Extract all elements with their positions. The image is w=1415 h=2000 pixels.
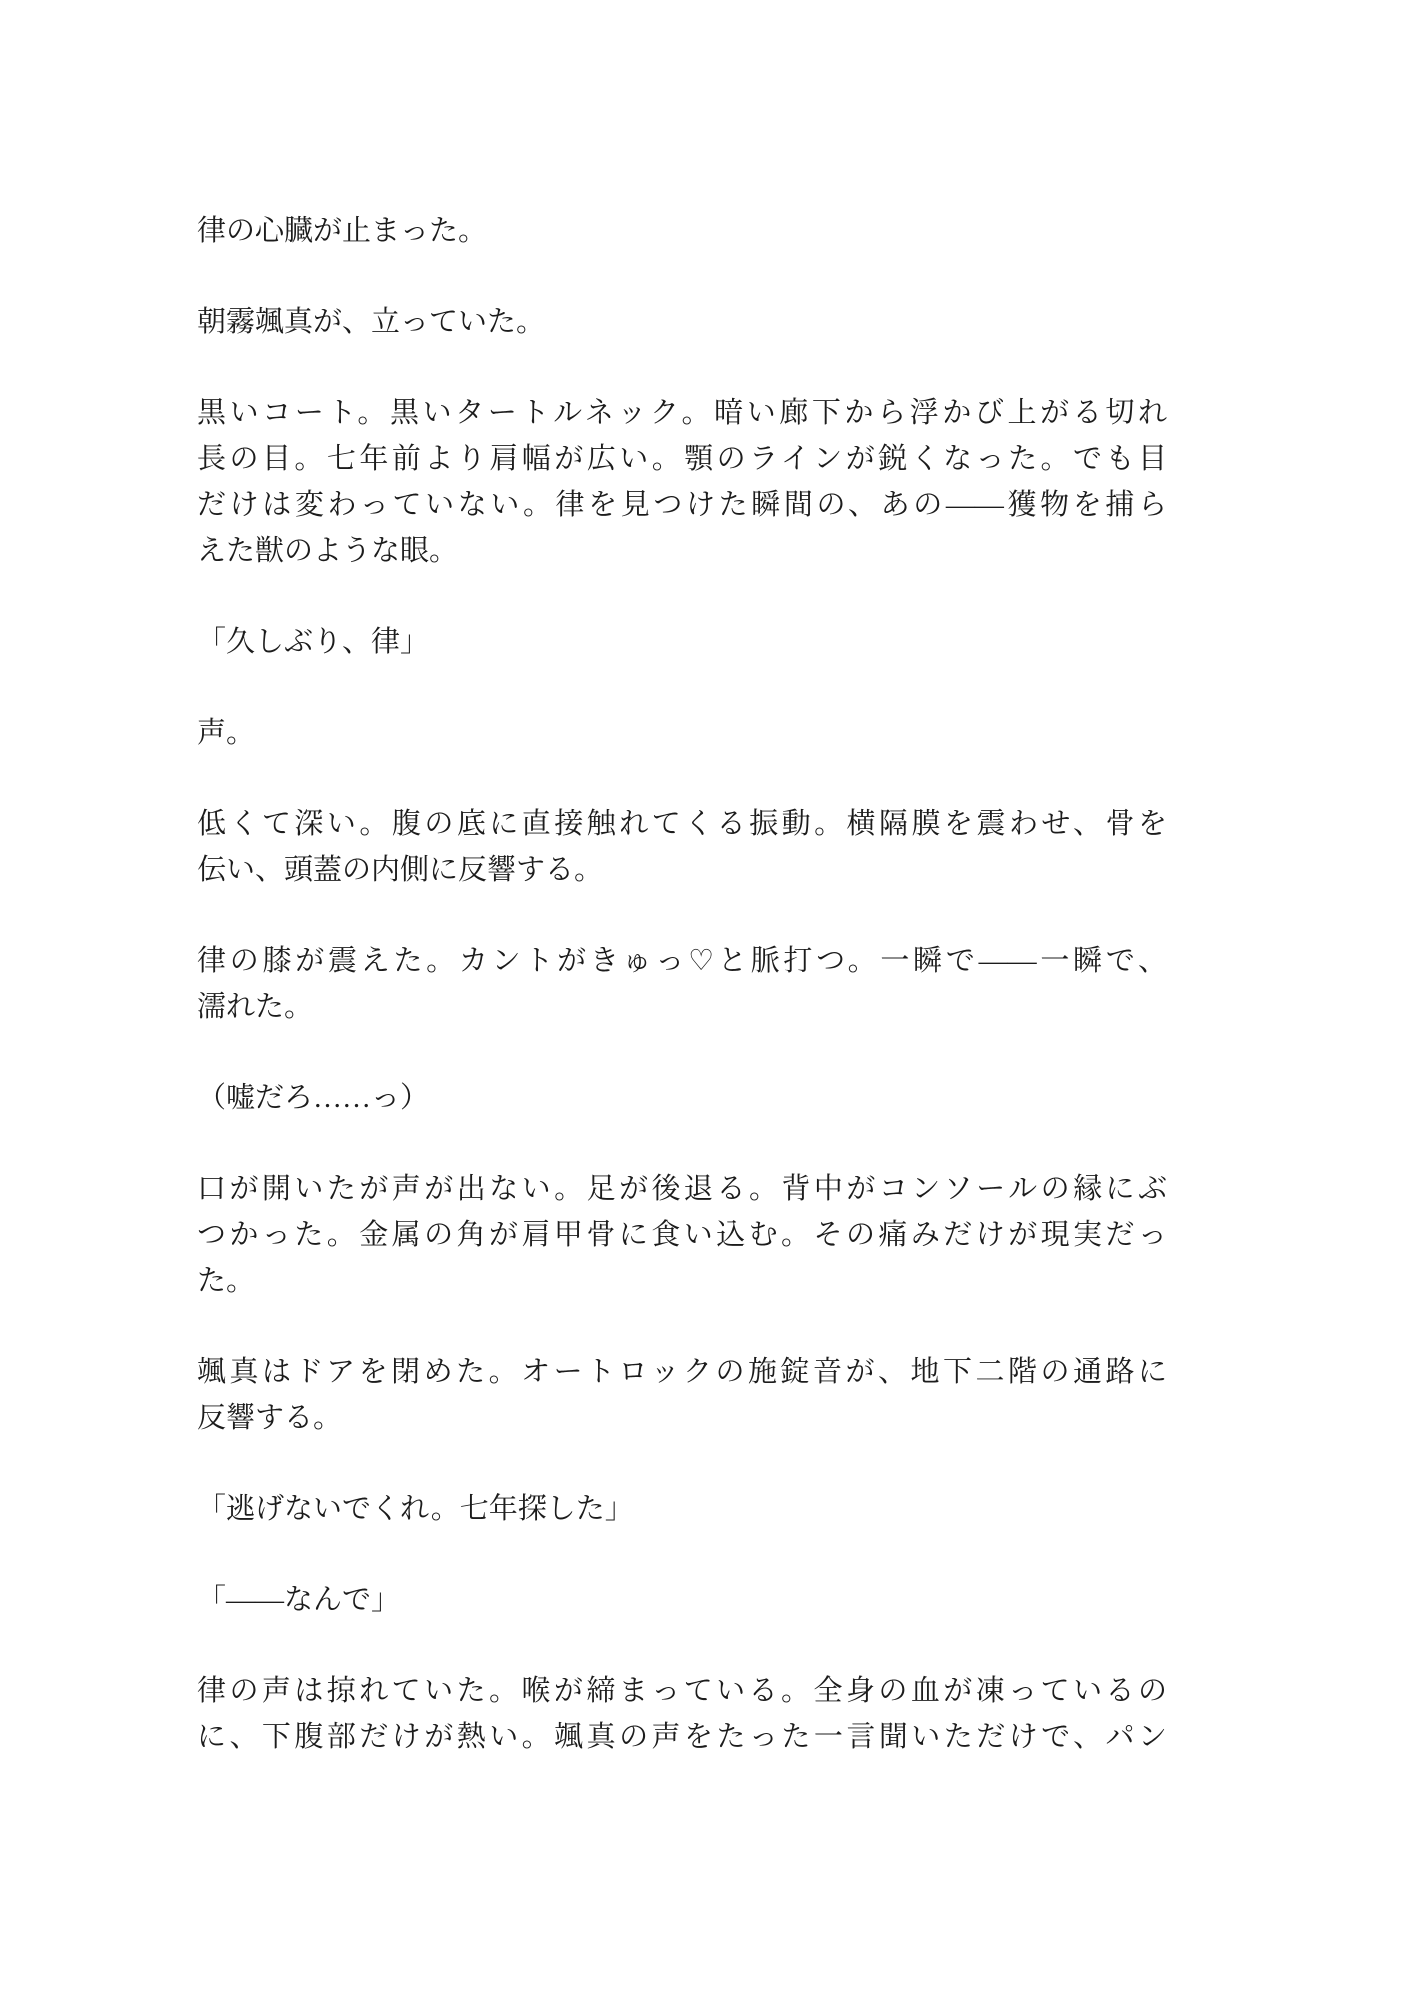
text-line: 長の目。七年前より肩幅が広い。顎のラインが鋭くなった。でも目 <box>197 443 1167 475</box>
text-line: た。 <box>197 1265 256 1297</box>
paragraph <box>197 1486 1167 1532</box>
text-line: 低くて深い。腹の底に直接触れてくる振動。横隔膜を震わせ、骨を <box>197 808 1167 840</box>
paragraph <box>197 299 1167 345</box>
text-line: 律の声は掠れていた。喉が締まっている。全身の血が凍っているの <box>197 1675 1167 1707</box>
text-line: 「久しぶり、律」 <box>197 626 430 658</box>
paragraph <box>197 710 1167 756</box>
text-line: 黒いコート。黒いタートルネック。暗い廊下から浮かび上がる切れ <box>197 397 1167 429</box>
paragraph <box>197 1075 1167 1121</box>
paragraph <box>197 208 1167 254</box>
text-line: 声。 <box>197 717 256 749</box>
paragraph <box>197 801 1167 893</box>
document-text <box>197 208 1167 1805</box>
text-line: 律の膝が震えた。カントがきゅっ♡と脈打つ。一瞬で——一瞬で、 <box>197 945 1167 977</box>
paragraph <box>197 1668 1167 1760</box>
paragraph <box>197 390 1167 574</box>
text-line: だけは変わっていない。律を見つけた瞬間の、あの——獲物を捕ら <box>197 489 1167 521</box>
text-line: 「逃げないでくれ。七年探した」 <box>197 1493 634 1525</box>
text-line: 口が開いたが声が出ない。足が後退る。背中がコンソールの縁にぶ <box>197 1173 1167 1205</box>
paragraph <box>197 1577 1167 1623</box>
text-line: 颯真はドアを閉めた。オートロックの施錠音が、地下二階の通路に <box>197 1356 1167 1388</box>
text-line: 「——なんで」 <box>197 1584 401 1616</box>
paragraph <box>197 938 1167 1030</box>
text-line: 濡れた。 <box>197 991 314 1023</box>
text-line: 律の心臓が止まった。 <box>197 215 488 247</box>
paragraph <box>197 1166 1167 1304</box>
text-line: 伝い、頭蓋の内側に反響する。 <box>197 854 604 886</box>
text-line: つかった。金属の角が肩甲骨に食い込む。その痛みだけが現実だっ <box>197 1219 1167 1251</box>
text-line: に、下腹部だけが熱い。颯真の声をたった一言聞いただけで、パン <box>197 1721 1167 1753</box>
text-line: 反響する。 <box>197 1402 343 1434</box>
text-line: えた獣のような眼。 <box>197 535 459 567</box>
paragraph <box>197 1349 1167 1441</box>
text-line: 朝霧颯真が、立っていた。 <box>197 306 546 338</box>
text-line: （嘘だろ……っ） <box>197 1082 430 1114</box>
paragraph <box>197 619 1167 665</box>
